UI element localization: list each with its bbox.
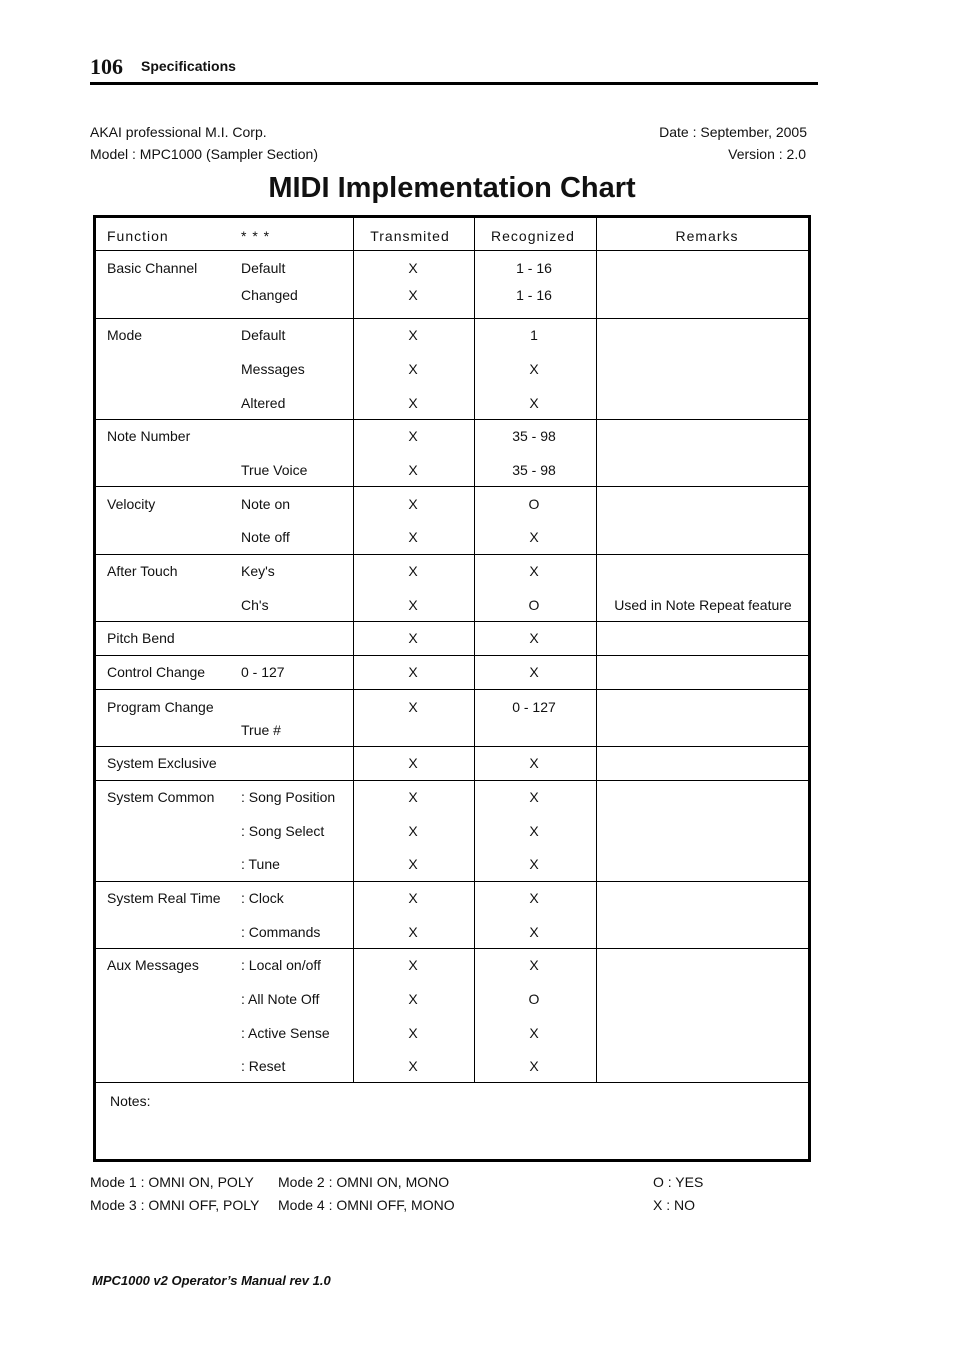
legend-yes: O : YES bbox=[653, 1174, 704, 1190]
recognized-cell: X bbox=[529, 789, 539, 805]
header-rule bbox=[90, 82, 818, 85]
recognized-cell: X bbox=[529, 924, 539, 940]
recognized-cell: X bbox=[529, 630, 539, 646]
recognized-cell: X bbox=[529, 1058, 539, 1074]
subfunction-cell: Ch's bbox=[241, 597, 269, 613]
transmitted-cell: X bbox=[408, 664, 418, 680]
header-recognized: Recognized bbox=[491, 228, 575, 244]
header-function: Function bbox=[107, 228, 169, 244]
transmitted-cell: X bbox=[408, 789, 418, 805]
recognized-cell: 1 - 16 bbox=[516, 260, 552, 276]
section-title: Specifications bbox=[141, 58, 236, 74]
legend-mode4: Mode 4 : OMNI OFF, MONO bbox=[278, 1197, 455, 1213]
transmitted-cell: X bbox=[408, 755, 418, 771]
subfunction-cell: : Commands bbox=[241, 924, 321, 940]
subfunction-cell: : Reset bbox=[241, 1058, 286, 1074]
row-divider bbox=[96, 419, 808, 420]
function-cell: Velocity bbox=[107, 496, 156, 512]
notes-label: Notes: bbox=[110, 1093, 151, 1109]
version-info: Version : 2.0 bbox=[728, 146, 806, 162]
subfunction-cell: : Local on/off bbox=[241, 957, 321, 973]
function-cell: Mode bbox=[107, 327, 143, 343]
row-divider bbox=[96, 486, 808, 487]
recognized-cell: X bbox=[529, 395, 539, 411]
function-cell: Pitch Bend bbox=[107, 630, 175, 646]
row-divider bbox=[96, 780, 808, 781]
function-cell: After Touch bbox=[107, 563, 178, 579]
page-footer: MPC1000 v2 Operator’s Manual rev 1.0 bbox=[92, 1273, 331, 1288]
model-info: Model : MPC1000 (Sampler Section) bbox=[90, 146, 318, 162]
row-divider bbox=[96, 948, 808, 949]
page-number: 106 bbox=[90, 54, 123, 79]
column-divider bbox=[353, 218, 354, 1082]
column-divider bbox=[474, 218, 475, 1082]
subfunction-cell: : Clock bbox=[241, 890, 284, 906]
transmitted-cell: X bbox=[408, 1058, 418, 1074]
row-divider bbox=[96, 881, 808, 882]
transmitted-cell: X bbox=[408, 957, 418, 973]
transmitted-cell: X bbox=[408, 699, 418, 715]
recognized-cell: 0 - 127 bbox=[512, 699, 556, 715]
chart-title: MIDI Implementation Chart bbox=[268, 172, 636, 204]
subfunction-cell: Default bbox=[241, 327, 286, 343]
row-divider bbox=[96, 1082, 808, 1083]
row-divider bbox=[96, 250, 808, 251]
recognized-cell: X bbox=[529, 664, 539, 680]
transmitted-cell: X bbox=[408, 496, 418, 512]
recognized-cell: 35 - 98 bbox=[512, 428, 556, 444]
transmitted-cell: X bbox=[408, 287, 418, 303]
function-cell: Basic Channel bbox=[107, 260, 198, 276]
column-divider bbox=[596, 218, 597, 1082]
subfunction-cell: True # bbox=[241, 722, 281, 738]
recognized-cell: 1 - 16 bbox=[516, 287, 552, 303]
transmitted-cell: X bbox=[408, 529, 418, 545]
subfunction-cell: Note off bbox=[241, 529, 290, 545]
legend-mode3: Mode 3 : OMNI OFF, POLY bbox=[90, 1197, 260, 1213]
transmitted-cell: X bbox=[408, 395, 418, 411]
subfunction-cell: Messages bbox=[241, 361, 305, 377]
recognized-cell: X bbox=[529, 823, 539, 839]
subfunction-cell: Altered bbox=[241, 395, 286, 411]
row-divider bbox=[96, 554, 808, 555]
subfunction-cell: Key's bbox=[241, 563, 275, 579]
recognized-cell: X bbox=[529, 361, 539, 377]
transmitted-cell: X bbox=[408, 327, 418, 343]
row-divider bbox=[96, 318, 808, 319]
transmitted-cell: X bbox=[408, 1025, 418, 1041]
recognized-cell: X bbox=[529, 890, 539, 906]
transmitted-cell: X bbox=[408, 924, 418, 940]
subfunction-cell: 0 - 127 bbox=[241, 664, 285, 680]
subfunction-cell: True Voice bbox=[241, 462, 308, 478]
function-cell: System Real Time bbox=[107, 890, 221, 906]
recognized-cell: X bbox=[529, 957, 539, 973]
transmitted-cell: X bbox=[408, 856, 418, 872]
function-cell: System Exclusive bbox=[107, 755, 217, 771]
recognized-cell: 35 - 98 bbox=[512, 462, 556, 478]
recognized-cell: O bbox=[528, 496, 540, 512]
subfunction-cell: Note on bbox=[241, 496, 291, 512]
subfunction-cell: Default bbox=[241, 260, 286, 276]
function-cell: System Common bbox=[107, 789, 215, 805]
company-name: AKAI professional M.I. Corp. bbox=[90, 124, 267, 140]
recognized-cell: X bbox=[529, 1025, 539, 1041]
subfunction-cell: : Active Sense bbox=[241, 1025, 330, 1041]
transmitted-cell: X bbox=[408, 260, 418, 276]
row-divider bbox=[96, 655, 808, 656]
function-cell: Control Change bbox=[107, 664, 206, 680]
transmitted-cell: X bbox=[408, 630, 418, 646]
function-cell: Note Number bbox=[107, 428, 191, 444]
transmitted-cell: X bbox=[408, 890, 418, 906]
legend-no: X : NO bbox=[653, 1197, 696, 1213]
subfunction-cell: Changed bbox=[241, 287, 298, 303]
transmitted-cell: X bbox=[408, 428, 418, 444]
subfunction-cell: : All Note Off bbox=[241, 991, 320, 1007]
legend-mode1: Mode 1 : OMNI ON, POLY bbox=[90, 1174, 254, 1190]
recognized-cell: X bbox=[529, 856, 539, 872]
function-cell: Aux Messages bbox=[107, 957, 199, 973]
transmitted-cell: X bbox=[408, 563, 418, 579]
subfunction-cell: : Tune bbox=[241, 856, 280, 872]
row-divider bbox=[96, 689, 808, 690]
subfunction-cell: : Song Position bbox=[241, 789, 336, 805]
recognized-cell: O bbox=[528, 991, 540, 1007]
row-divider bbox=[96, 621, 808, 622]
transmitted-cell: X bbox=[408, 823, 418, 839]
recognized-cell: 1 bbox=[530, 327, 538, 343]
recognized-cell: X bbox=[529, 563, 539, 579]
legend-mode2: Mode 2 : OMNI ON, MONO bbox=[278, 1174, 450, 1190]
header-transmitted: Transmited bbox=[370, 228, 450, 244]
transmitted-cell: X bbox=[408, 597, 418, 613]
transmitted-cell: X bbox=[408, 361, 418, 377]
header-remarks: Remarks bbox=[675, 228, 739, 244]
recognized-cell: O bbox=[528, 597, 540, 613]
recognized-cell: X bbox=[529, 529, 539, 545]
row-divider bbox=[96, 746, 808, 747]
midi-implementation-table bbox=[93, 215, 811, 1162]
date-info: Date : September, 2005 bbox=[659, 124, 807, 140]
header-stars: * * * bbox=[241, 228, 271, 244]
transmitted-cell: X bbox=[408, 462, 418, 478]
function-cell: Program Change bbox=[107, 699, 214, 715]
remarks-cell: Used in Note Repeat feature bbox=[614, 597, 792, 613]
transmitted-cell: X bbox=[408, 991, 418, 1007]
recognized-cell: X bbox=[529, 755, 539, 771]
subfunction-cell: : Song Select bbox=[241, 823, 325, 839]
